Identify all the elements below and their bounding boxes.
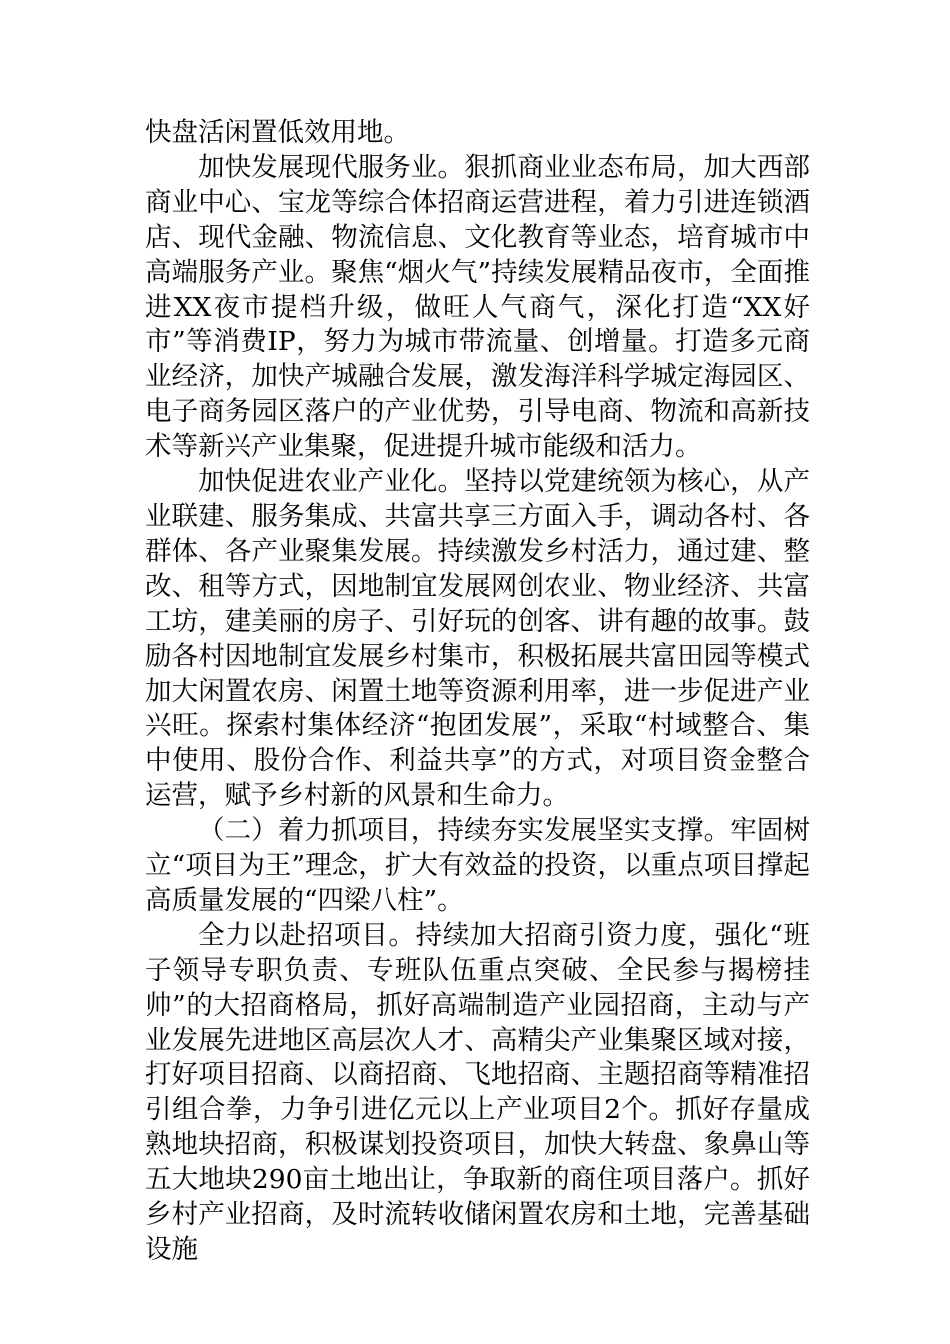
paragraph-land-use: 快盘活闲置低效用地。 [145,117,410,148]
document-body [145,116,810,1268]
paragraph-investment-attraction: 全力以赴招项目。持续加大招商引资力度，强化“班子领导专职负责、专班队伍重点突破、全民参与揭榜挂帅”的大招商格局，抓好高端制造产业园招商，主动与产业发展先进地区高层次人才、高精尖产业集聚区域对接，打好项目招商、以商招商、飞地招商、主题招商等精准招引组合拳，力争引进亿元以上产业项目2个。抓好存量成熟地块招商，积极谋划投资项目，加快大转盘、象鼻山等五大地块290亩土地出让，争取新的商住项目落户。抓好乡村产业招商，及时流转收储闲置农房和土地，完善基础设施 [145,919,810,1265]
paragraph-modern-services: 加快发展现代服务业。狠抓商业业态布局，加大西部商业中心、宝龙等综合体招商运营进程，着力引进连锁酒店、现代金融、物流信息、文化教育等业态，培育城市中高端服务产业。聚焦“烟火气”持续发展精品夜市，全面推进XX夜市提档升级，做旺人气商气，深化打造“XX好市”等消费IP，努力为城市带流量、创增量。打造多元商业经济，加快产城融合发展，激发海洋科学城定海园区、电子商务园区落户的产业优势，引导电商、物流和高新技术等新兴产业集聚，促进提升城市能级和活力。 [145,151,810,463]
paragraph-agriculture: 加快促进农业产业化。坚持以党建统领为核心，从产业联建、服务集成、共富共享三方面入手，调动各村、各群体、各产业聚集发展。持续激发乡村活力，通过建、整改、租等方式，因地制宜发展网创农业、物业经济、共富工坊，建美丽的房子、引好玩的创客、讲有趣的故事。鼓励各村因地制宜发展乡村集市，积极拓展共富田园等模式加大闲置农房、闲置土地等资源利用率，进一步促进产业兴旺。探索村集体经济“抱团发展”，采取“村域整合、集中使用、股份合作、利益共享”的方式，对项目资金整合运营，赋予乡村新的风景和生命力。 [145,466,810,812]
paragraph-section-heading-projects: （二）着力抓项目，持续夯实发展坚实支撑。牢固树立“项目为王”理念，扩大有效益的投资，以重点项目撑起高质量发展的“四梁八柱”。 [145,815,810,916]
